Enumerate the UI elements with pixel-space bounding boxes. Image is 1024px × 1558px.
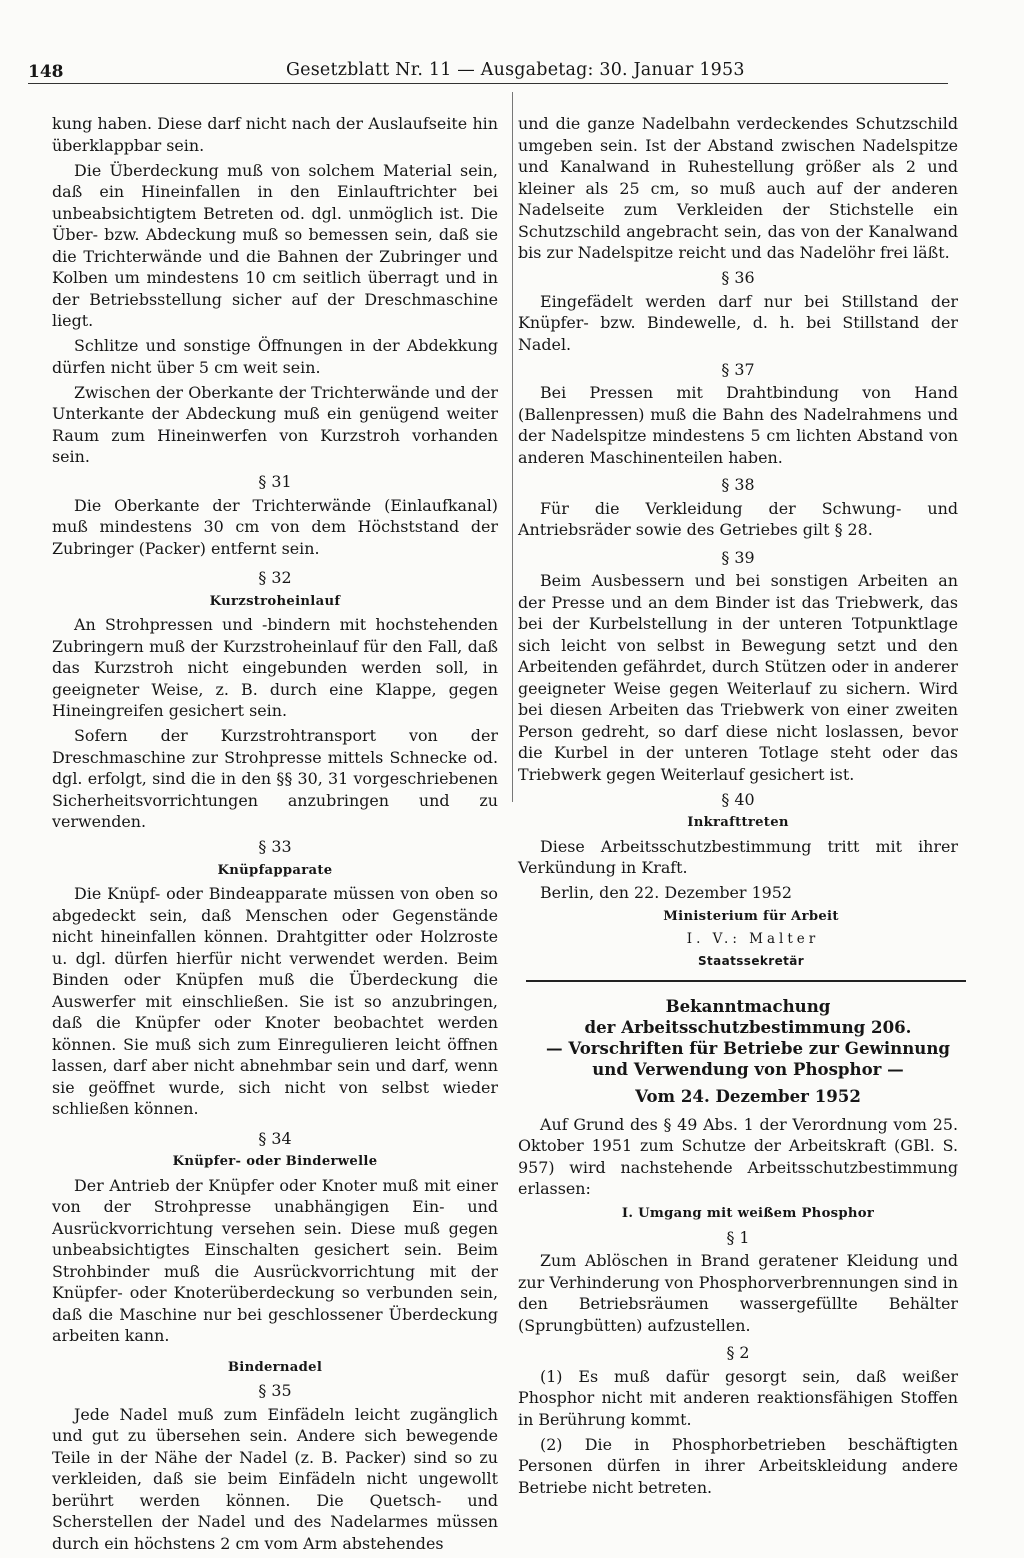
section-number: § 40 <box>721 789 755 809</box>
section-heading: Knüpfapparate <box>217 862 333 878</box>
paragraph: Auf Grund des § 49 Abs. 1 der Verordnung vom 25. Oktober 1951 zum Schutze der Arbeitskraft (GBl. S. 957) wird nachstehende Arbeitsschutzbestimmung erlassen: <box>518 1114 958 1198</box>
column-divider <box>512 92 513 802</box>
header-rule <box>28 83 948 84</box>
paragraph: (2) Die in Phosphorbetrieben beschäftigten Personen dürfen in ihrer Arbeitskleidung andere Betriebe nicht betreten. <box>518 1434 958 1497</box>
announcement-title-line: Bekanntmachung <box>665 996 831 1016</box>
signer-title: Staatssekretär <box>697 953 805 968</box>
paragraph: Die Oberkante der Trichterwände (Einlaufkanal) muß mindestens 30 cm von dem Höchststand der Zubringer (Packer) entfernt sein. <box>52 495 498 558</box>
paragraph: Zwischen der Oberkante der Trichterwände und der Unterkante der Abdeckung muß ein genügend weiter Raum zum Hineinwerfen von Kurzstroh vorhanden sein. <box>52 382 498 466</box>
paragraph: An Strohpressen und -bindern mit hochstehenden Zubringern muß der Kurzstroheinlauf für den Fall, daß das Kurzstroh nicht eingebunden werden soll, in geeigneter Weise, z. B. durch eine Klappe, gegen Hineingreifen gesichert sein. <box>52 615 498 720</box>
section-number: § 35 <box>258 1381 292 1400</box>
section-number: § 33 <box>258 837 292 856</box>
paragraph: (1) Es muß dafür gesorgt sein, daß weißer Phosphor nicht mit anderen reaktionsfähigen Stoffen in Berührung kommt. <box>518 1366 958 1429</box>
section-number: § 31 <box>258 472 292 491</box>
section-number: § 32 <box>258 568 292 587</box>
paragraph: und die ganze Nadelbahn verdeckendes Schutzschild umgeben sein. Ist der Abstand zwischen Nadelspitze und Kanalwand in Ruhestellung größer als 2 und kleiner als 25 cm, so muß auch auf der anderen Nadelseite zum Verkleiden der Stichstelle ein Schutzschild angebracht sein, das von der Kanalwand bis zur Nadelspitze reicht und das Nadelöhr frei läßt. <box>518 114 958 262</box>
paragraph: Für die Verkleidung der Schwung- und Antriebsräder sowie des Getriebes gilt § 28. <box>518 498 958 539</box>
section-number: § 37 <box>721 359 755 379</box>
section-heading: Inkrafttreten <box>687 815 789 830</box>
paragraph: Beim Ausbessern und bei sonstigen Arbeiten an der Presse und an dem Binder ist das Triebwerk, das bei der Kurbelstellung in der unteren Totpunktlage sich leicht von selbst in Bewegung setzt und den Arbeitenden gefährdet, durch Stützen oder in anderer geeigneter Weise gegen Weiterlauf zu sichern. Wird bei diesen Arbeiten das Triebwerk von einer zweiten Person gedreht, so darf diese nicht loslassen, bevor die Kurbel in der unteren Totlage steht oder das Triebwerk gegen Weiterlauf gesichert ist. <box>518 571 958 784</box>
divider-rule <box>526 980 966 982</box>
paragraph: Diese Arbeitsschutzbestimmung tritt mit ihrer Verkündung in Kraft. <box>518 836 958 877</box>
page-number: 148 <box>28 62 64 82</box>
announcement-date: Vom 24. Dezember 1952 <box>635 1086 861 1106</box>
ministry-name: Ministerium für Arbeit <box>663 908 839 924</box>
left-column <box>52 113 498 1558</box>
section-number: § 2 <box>726 1343 750 1362</box>
running-head: Gesetzblatt Nr. 11 — Ausgabetag: 30. Januar 1953 <box>286 60 745 80</box>
section-heading: Kurzstroheinlauf <box>209 593 341 609</box>
paragraph: kung haben. Diese darf nicht nach der Auslaufseite hin überklappbar sein. <box>52 114 498 155</box>
paragraph: Die Knüpf- oder Bindeapparate müssen von oben so abgedeckt sein, daß Menschen oder Gegenstände nicht hineinfallen können. Drahtgitter oder Holzroste u. dgl. dürfen hierfür nicht verwendet werden. Beim Binden oder Knüpfen muß die Überdeckung die Auswerfer mit einschließen. Sie ist so anzubringen, daß die Knüpfer oder Knoter beobachtet werden können. Sie muß sich zum Einregulieren leicht öffnen lassen, darf aber nicht abnehmbar sein und darf, wenn sie geöffnet wurde, sich nicht von selbst wieder schließen können. <box>52 884 498 1118</box>
paragraph: Die Überdeckung muß von solchem Material sein, daß ein Hineinfallen in den Einlauftrichter bei unbeabsichtigtem Betreten od. dgl. unmöglich ist. Die Über- bzw. Abdeckung muß so bemessen sein, daß sie die Trichterwände und die Bahnen der Zubringer und Kolben um mindestens 10 cm seitlich überragt und in der Betriebsstellung sicher auf der Dreschmaschine liegt. <box>52 160 498 330</box>
section-heading: Knüpfer- oder Binderwelle <box>172 1154 378 1169</box>
paragraph: Sofern der Kurzstrohtransport von der Dreschmaschine zur Strohpresse mittels Schnecke od. dgl. erfolgt, sind die in den §§ 30, 31 vorgeschriebenen Sicherheitsvorrichtungen anzubringen und zu verwenden. <box>52 726 498 831</box>
announcement-title-line: der Arbeitsschutzbestimmung 206. <box>584 1017 912 1037</box>
part-heading: I. Umgang mit weißem Phosphor <box>621 1206 875 1221</box>
section-number: § 36 <box>721 268 755 287</box>
section-number: § 34 <box>258 1128 292 1148</box>
paragraph: Jede Nadel muß zum Einfädeln leicht zugänglich und gut zu übersehen sein. Andere sich bewegende Teile in der Nähe der Nadel (z. B. Packer) sind so zu verkleiden, daß sie beim Einfädeln nicht ungewollt berührt werden können. Die Quetsch- und Scherstellen der Nadel und des Nadelarmes müssen durch ein höchstens 2 cm vom Arm abstehendes <box>52 1404 498 1553</box>
announcement-title-line: und Verwendung von Phosphor — <box>592 1059 904 1079</box>
section-number: § 39 <box>721 547 755 567</box>
paragraph: Zum Ablöschen in Brand geratener Kleidung und zur Verhinderung von Phosphorverbrennungen sind in den Betriebsräumen wassergefüllte Behälter (Sprungbütten) aufzustellen. <box>518 1251 958 1335</box>
announcement-title-line: — Vorschriften für Betriebe zur Gewinnung <box>546 1038 950 1058</box>
signer: I. V.: Malter <box>686 931 820 947</box>
paragraph: Schlitze und sonstige Öffnungen in der Abdekkung dürfen nicht über 5 cm weit sein. <box>52 336 498 377</box>
place-date: Berlin, den 22. Dezember 1952 <box>540 883 793 902</box>
paragraph: Eingefädelt werden darf nur bei Stillstand der Knüpfer- bzw. Bindewelle, d. h. bei Stillstand der Nadel. <box>518 291 958 354</box>
paragraph: Der Antrieb der Knüpfer oder Knoter muß mit einer von der Strohpresse unabhängigen Ein- und Ausrückvorrichtung versehen sein. Diese muß gegen unbeabsichtigtes Einschalten gesichert sein. Beim Strohbinder muß die Ausrückvorrichtung mit der Knüpfer- oder Knoterüberdeckung so verbunden sein, daß die Maschine nur bei geschlossener Überdeckung arbeiten kann. <box>52 1175 498 1345</box>
section-number: § 1 <box>726 1227 750 1247</box>
section-number: § 38 <box>721 475 755 494</box>
right-column <box>518 113 958 1502</box>
paragraph: Bei Pressen mit Drahtbindung von Hand (Ballenpressen) muß die Bahn des Nadelrahmens und der Nadelspitze mindestens 5 cm lichten Abstand von anderen Maschinenteilen haben. <box>518 383 958 467</box>
section-heading: Bindernadel <box>227 1359 323 1375</box>
